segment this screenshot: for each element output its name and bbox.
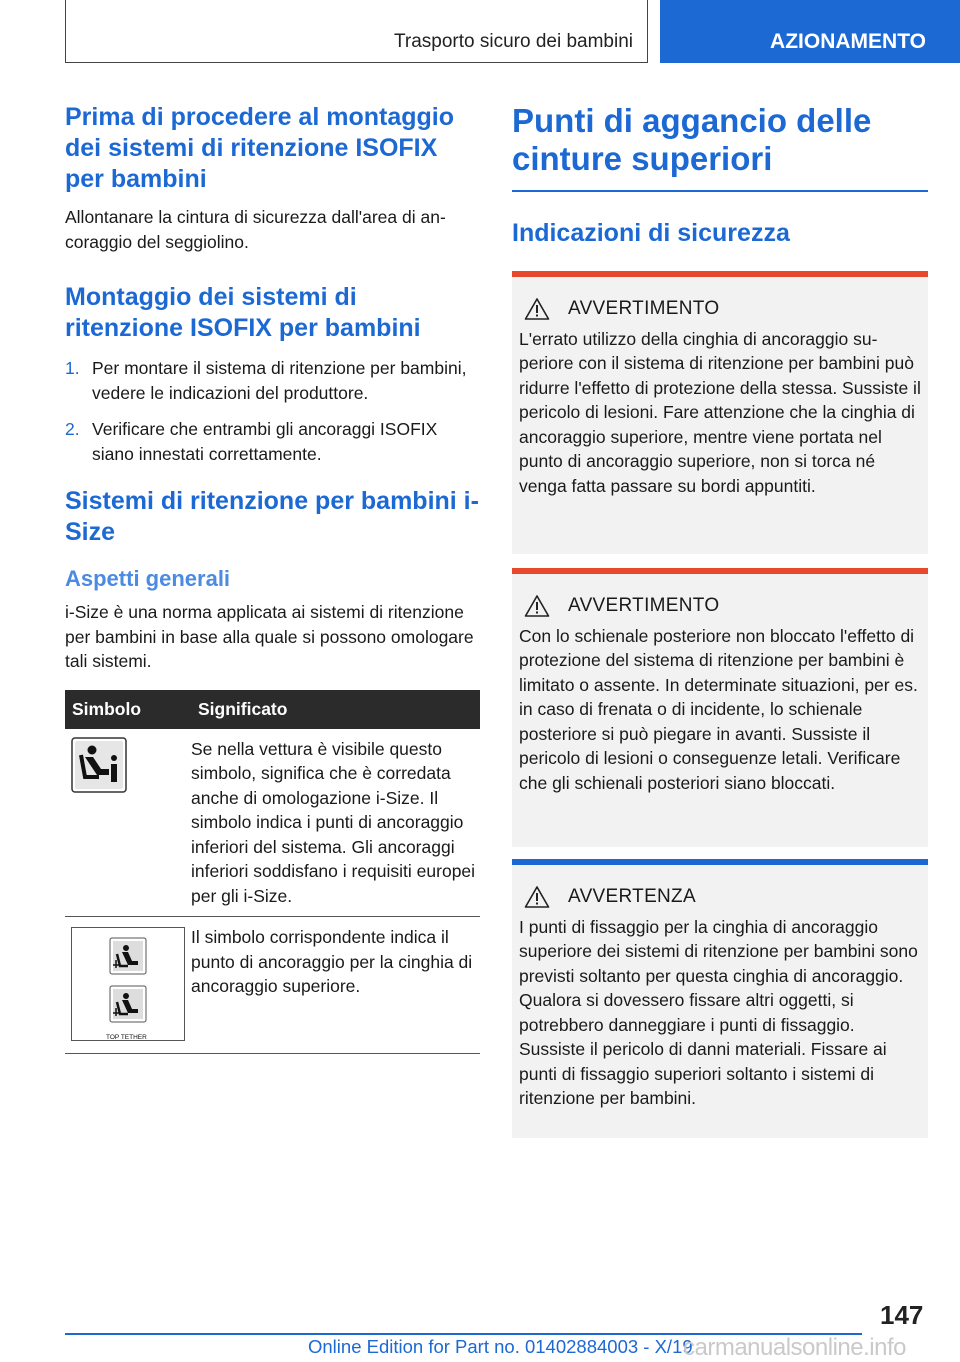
symbol-table [65, 690, 480, 1055]
list-item [65, 356, 480, 405]
heading-montaggio: Montaggio dei sistemi di ritenzione ISOFIX per bambini [65, 283, 421, 342]
chapter-title: AZIONAMENTO [770, 30, 926, 53]
table-row [65, 729, 480, 917]
step-text: Per montare il sistema di ritenzione per bambini, vedere le indicazioni del produttore. [92, 358, 467, 403]
warning-text: Con lo schienale posteriore non bloccato l'effetto di protezione del sistema di ritenzione per bambini è limitato o assente. In determinate situazioni, per es. in caso di frenata o di incidente, lo schienale posteriore si può piegare in avanti. Sussiste il pericolo di lesioni o conseguenze letali. Verificare che gli schienali posteriori siano bloccati. [519, 625, 918, 793]
paragraph-isize: i-Size è una norma applicata ai sistemi di ritenzione per bambini in base alla quale si possono omologare tali sistemi. [65, 602, 474, 671]
title-rule [512, 190, 928, 192]
meaning-text: Se nella vettura è visibile questo simbolo, significa che è corredata anche di omologazione i-Size. Il simbolo indica i punti di ancoraggio inferiori del sistema. Gli ancoraggi inferiori soddisfano i requisiti europei per gli i-Size. [191, 729, 480, 917]
warning-title: AVVERTIMENTO [568, 594, 720, 616]
header-chapter-tab [660, 0, 960, 63]
footer-edition: Online Edition for Part no. 01402884003 - X/19 [308, 1336, 693, 1357]
caution-title: AVVERTENZA [568, 885, 696, 907]
warning-triangle-icon [524, 297, 550, 321]
caution-box [512, 859, 928, 1138]
page-title: Punti di aggancio delle cinture superiori [512, 102, 872, 177]
warning-box [512, 568, 928, 847]
step-text: Verificare che entrambi gli ancoraggi ISOFIX siano innestati correttamente. [92, 419, 438, 464]
step-number: 1. [65, 358, 80, 378]
steps-list [65, 356, 480, 466]
warning-triangle-icon [524, 594, 550, 618]
table-header-meaning: Significato [191, 690, 480, 729]
section-title: Trasporto sicuro dei bambini [393, 31, 633, 52]
heading-aspetti: Aspetti generali [65, 566, 231, 591]
page-number: 147 [880, 1300, 924, 1330]
warning-text: L'errato utilizzo della cinghia di ancoraggio superiore con il sistema di ritenzione per bambini può ridurre l'effetto di protezione della stessa. Sussiste il pericolo di lesioni. Fare attenzione che la cinghia di ancoraggio superiore, mentre viene portata nel punto di ancoraggio superiore, non si torca né venga fatta passare su bordi appuntiti. [519, 328, 921, 496]
heading-sicurezza: Indicazioni di sicurezza [512, 218, 790, 247]
caution-triangle-icon [524, 885, 550, 909]
table-header-symbol: Simbolo [65, 690, 191, 729]
table-row [65, 917, 480, 1054]
heading-isize: Sistemi di ritenzione per bambini i-Size [65, 487, 479, 546]
paragraph-prima: Allontanare la cintura di sicurezza dall'area di ancoraggio del seggiolino. [65, 207, 446, 252]
top-tether-icon [71, 927, 185, 1041]
heading-prima: Prima di procedere al montaggio dei sistemi di ritenzione ISOFIX per bambini [65, 103, 454, 193]
anchor-seat-icon [72, 928, 184, 1040]
right-column [512, 102, 928, 1138]
watermark: carmanualsonline.info [683, 1334, 906, 1361]
top-tether-label: TOP TETHER [106, 1034, 147, 1041]
caution-text: I punti di fissaggio per la cinghia di ancoraggio superiore dei sistemi di ritenzione per bambini sono previsti soltanto per questa cinghia di ancoraggio. Qualora si dovessero fissare altri oggetti, si potrebbero danneggiare i punti di fissaggio. Sussiste il pericolo di danni materiali. Fissare ai punti di fissaggio superiori soltanto i sistemi di ritenzione per bambini. [519, 916, 918, 1108]
left-column [65, 102, 480, 1054]
isize-seat-icon [71, 737, 127, 793]
warning-title: AVVERTIMENTO [568, 297, 720, 319]
warning-box [512, 271, 928, 554]
list-item [65, 417, 480, 466]
header-section-box [65, 0, 648, 63]
step-number: 2. [65, 419, 80, 439]
meaning-text: Il simbolo corrispondente indica il punto di ancoraggio per la cinghia di ancoraggio superiore. [191, 917, 480, 1054]
